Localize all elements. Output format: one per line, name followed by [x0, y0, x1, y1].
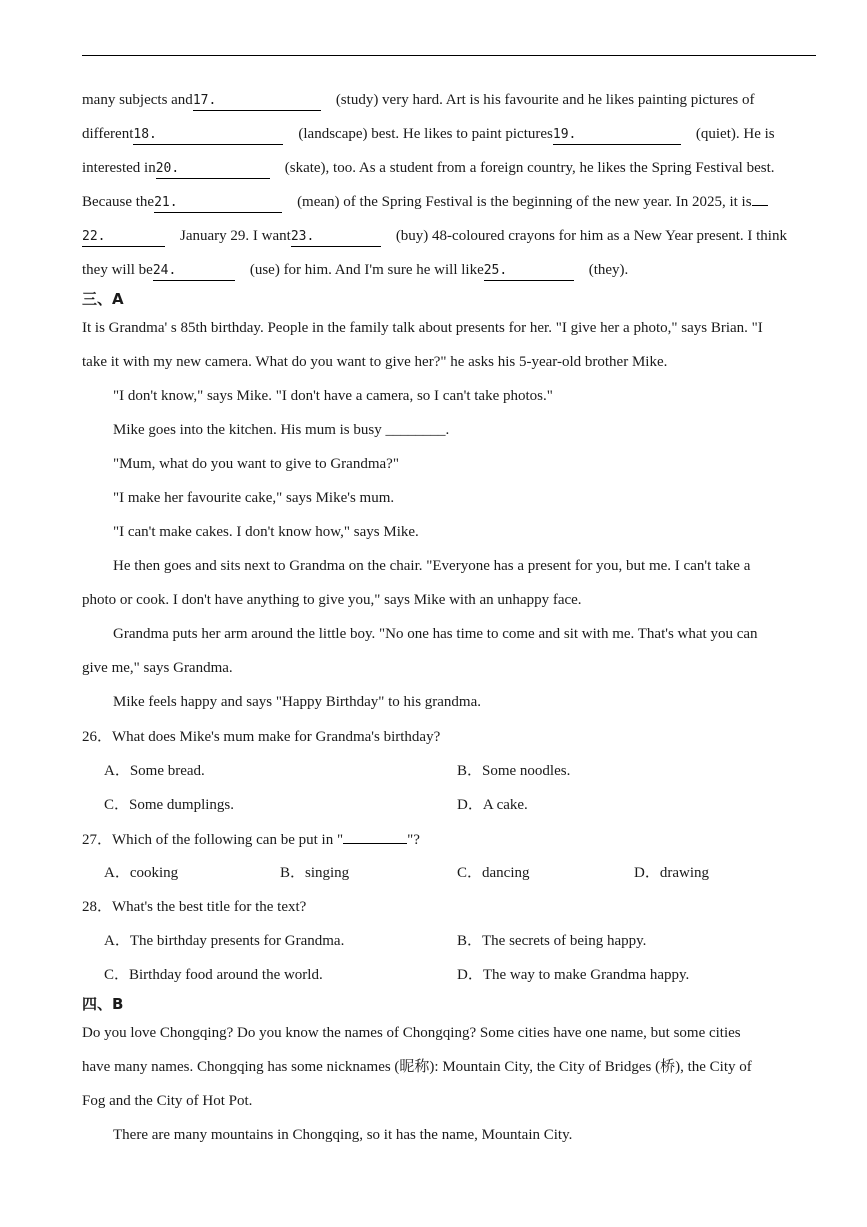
blank-23[interactable]: 23. — [291, 228, 381, 247]
blank-24[interactable]: 24. — [153, 262, 235, 281]
q28-option-a[interactable]: A．The birthday presents for Grandma. — [104, 933, 345, 949]
text: interested in — [82, 160, 156, 176]
passage-line: "I can't make cakes. I don't know how," says Mike. — [113, 524, 419, 540]
question-28-stem: 28．What's the best title for the text? — [82, 899, 307, 915]
passage-line: have many names. Chongqing has some nicknames (昵称): Mountain City, the City of Bridges (桥), the City of — [82, 1059, 752, 1075]
blank-18[interactable]: 18. — [133, 126, 283, 145]
blank-20[interactable]: 20. — [156, 160, 270, 179]
cloze-line-6 — [82, 260, 822, 281]
q27-option-c[interactable]: C．dancing — [457, 865, 530, 881]
question-27-stem — [82, 829, 822, 850]
blank-17[interactable]: 17. — [193, 92, 321, 111]
cloze-line-3 — [82, 158, 822, 179]
text: January 29. I want — [180, 228, 291, 244]
q27-option-a[interactable]: A．cooking — [104, 865, 179, 881]
blank-22[interactable]: 22. — [82, 228, 165, 247]
top-rule — [82, 55, 816, 56]
passage-line: Grandma puts her arm around the little boy. "No one has time to come and sit with me. That's what you can — [113, 626, 758, 642]
text: "? — [407, 832, 420, 848]
text: (study) very hard. Art is his favourite and he likes painting pictures of — [335, 92, 755, 108]
q28-option-d[interactable]: D．The way to make Grandma happy. — [457, 967, 690, 983]
cloze-line-2 — [82, 124, 822, 145]
passage-line: Mike feels happy and says "Happy Birthday" to his grandma. — [113, 694, 482, 710]
passage-line: Fog and the City of Hot Pot. — [82, 1093, 253, 1109]
q26-option-d[interactable]: D．A cake. — [457, 797, 528, 813]
text: (buy) 48-coloured crayons for him as a New Year present. I think — [395, 228, 787, 244]
passage-line: There are many mountains in Chongqing, so it has the name, Mountain City. — [113, 1127, 573, 1143]
cloze-line-4 — [82, 192, 822, 213]
passage-line: He then goes and sits next to Grandma on the chair. "Everyone has a present for you, but me. I can't take a — [113, 558, 751, 574]
passage-line: Do you love Chongqing? Do you know the names of Chongqing? Some cities have one name, but some cities — [82, 1025, 741, 1041]
text: many subjects and — [82, 92, 193, 108]
text: (landscape) best. He likes to paint pictures — [298, 126, 553, 142]
question-26-stem: 26．What does Mike's mum make for Grandma's birthday? — [82, 729, 441, 745]
text: they will be — [82, 262, 153, 278]
text: (mean) of the Spring Festival is the beginning of the new year. In 2025, it is — [297, 194, 752, 210]
section-a-heading: 三、A — [82, 290, 124, 308]
passage-line: Mike goes into the kitchen. His mum is busy ________. — [113, 422, 450, 438]
blank-19[interactable]: 19. — [553, 126, 681, 145]
q26-option-b[interactable]: B．Some noodles. — [457, 763, 571, 779]
text: (use) for him. And I'm sure he will like — [249, 262, 484, 278]
blank-22-start — [752, 205, 768, 206]
q27-option-d[interactable]: D．drawing — [634, 865, 709, 881]
text: (quiet). He is — [695, 126, 775, 142]
q27-option-b[interactable]: B．singing — [280, 865, 350, 881]
text: 27．Which of the following can be put in " — [82, 832, 344, 848]
q26-option-c[interactable]: C．Some dumplings. — [104, 797, 235, 813]
text: (they). — [588, 262, 629, 278]
passage-line: take it with my new camera. What do you want to give her?" he asks his 5-year-old brother Mike. — [82, 354, 668, 370]
passage-line: "I don't know," says Mike. "I don't have a camera, so I can't take photos." — [113, 388, 553, 404]
q28-option-c[interactable]: C．Birthday food around the world. — [104, 967, 323, 983]
cloze-line-1 — [82, 90, 822, 111]
text: different — [82, 126, 134, 142]
answer-blank — [343, 829, 407, 844]
text: (skate), too. As a student from a foreign country, he likes the Spring Festival best. — [284, 160, 775, 176]
text: Because the — [82, 194, 155, 210]
q26-option-a[interactable]: A．Some bread. — [104, 763, 205, 779]
section-b-heading: 四、B — [82, 995, 124, 1013]
passage-line: give me," says Grandma. — [82, 660, 233, 676]
passage-line: "I make her favourite cake," says Mike's mum. — [113, 490, 395, 506]
q28-option-b[interactable]: B．The secrets of being happy. — [457, 933, 647, 949]
cloze-line-5 — [82, 226, 822, 247]
passage-line: "Mum, what do you want to give to Grandma?" — [113, 456, 399, 472]
blank-25[interactable]: 25. — [484, 262, 574, 281]
blank-21[interactable]: 21. — [154, 194, 282, 213]
passage-line: It is Grandma' s 85th birthday. People in the family talk about presents for her. "I give her a photo," says Brian. "I — [82, 320, 763, 336]
passage-line: photo or cook. I don't have anything to give you," says Mike with an unhappy face. — [82, 592, 582, 608]
